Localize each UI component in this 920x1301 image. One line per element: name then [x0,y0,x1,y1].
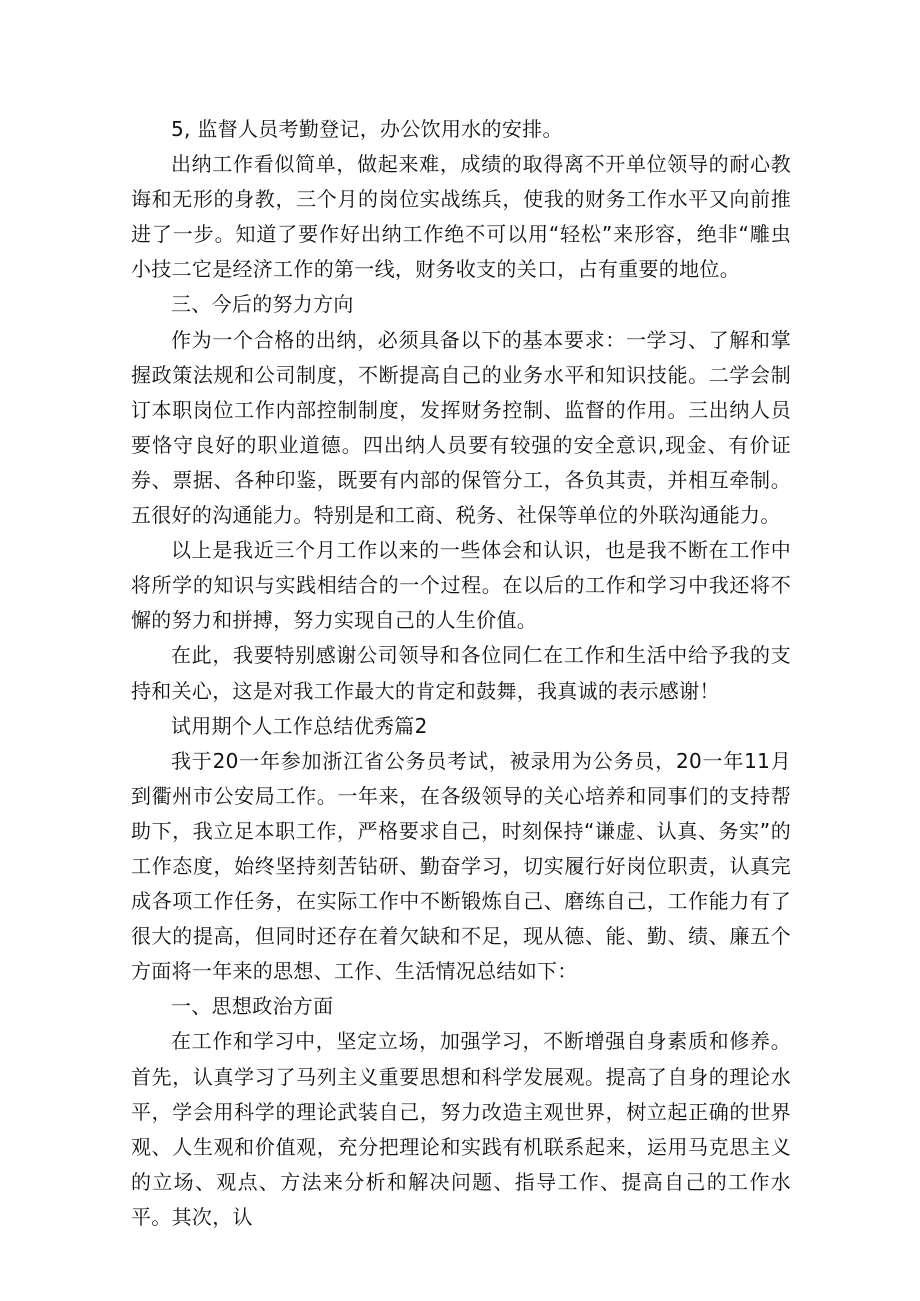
section-heading-political-thought: 一、思想政治方面 [171,994,334,1019]
paragraph-item-5: 5, 监督人员考勤登记，办公饮用水的安排。 [171,117,563,141]
paragraph-political-study: 在工作和学习中，坚定立场，加强学习，不断增强自身素质和修养。首先，认真学习了马列主义重要思想和科学发展观。提高了自身的理论水平，学会用科学的理论武装自己，努力改造主观世界，树立起正确的世界观、人生观和价值观，充分把理论和实践有机联系起来，运用马克思主义的立场、观点、方法来分析和解决问题、指导工作、提高自己的工作水平。其次，认 [131,1029,791,1229]
section-heading-future-direction: 三、今后的努力方向 [171,292,354,317]
document-body [131,112,791,1235]
paragraph-cashier-reflection: 出纳工作看似简单，做起来难，成绩的取得离不开单位领导的耐心教诲和无形的身教，三个月的岗位实战练兵，使我的财务工作水平又向前推进了一步。知道了要作好出纳工作绝不可以用“轻松”来形容，绝非“雕虫小技二它是经济工作的第一线，财务收支的关口，占有重要的地位。 [131,152,791,282]
paragraph-introduction: 我于20一年参加浙江省公务员考试，被录用为公务员，20一年11月到衢州市公安局工作。一年来，在各级领导的关心培养和同事们的支持帮助下，我立足本职工作，严格要求自己，时刻保持“谦虚、认真、务实”的工作态度，始终坚持刻苦钻研、勤奋学习，切实履行好岗位职责，认真完成各项工作任务，在实际工作中不断锻炼自己、磨练自己，工作能力有了很大的提高，但同时还存在着欠缺和不足，现从德、能、勤、绩、廉五个方面将一年来的思想、工作、生活情况总结如下： [131,748,791,984]
paragraph-requirements: 作为一个合格的出纳，必须具备以下的基本要求：一学习、了解和掌握政策法规和公司制度，不断提高自己的业务水平和知识技能。二学会制订本职岗位工作内部控制制度，发挥财务控制、监督的作用。三出纳人员要恪守良好的职业道德。四出纳人员要有较强的安全意识,现金、有价证券、票据、各种印鉴，既要有内部的保管分工，各负其责，并相互牵制。五很好的沟通能力。特别是和工商、税务、社保等单位的外联沟通能力。 [131,327,791,528]
article-title-part-2: 试用期个人工作总结优秀篇2 [171,713,428,738]
paragraph-summary: 以上是我近三个月工作以来的一些体会和认识，也是我不断在工作中将所学的知识与实践相结合的一个过程。在以后的工作和学习中我还将不懈的努力和拼搏，努力实现自己的人生价值。 [131,538,791,633]
paragraph-thanks: 在此，我要特别感谢公司领导和各位同仁在工作和生活中给予我的支持和关心，这是对我工作最大的肯定和鼓舞，我真诚的表示感谢！ [131,643,791,703]
